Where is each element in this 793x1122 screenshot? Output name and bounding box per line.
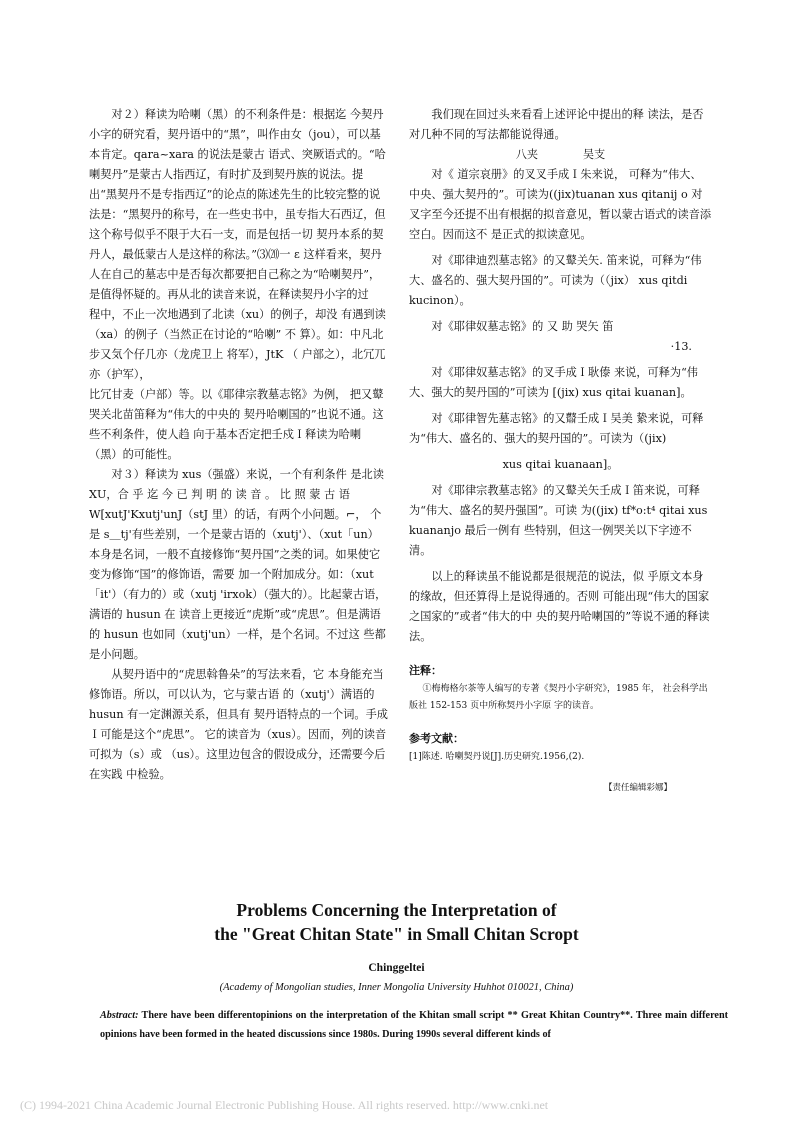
page-number: ·13. [670, 340, 692, 353]
notes-heading: 注释： [409, 664, 442, 677]
paragraph: 以上的释读虽不能说都是很规范的说法，似 乎原文本身的缘故，但还算得上是说得通的。否则 可能出现“伟大的国家之国家的”或者“伟大的中 央的契丹哈喇国的”等说不通的释读法。 [409, 570, 710, 643]
note-item: ①梅梅格尔茶等人编写的专著《契丹小字研究》，1985 年， 社会科学出版社 152-153 页中所称契丹小字原 字的读音。 [409, 684, 708, 711]
glyph-gloss: 八夹 吴支 [515, 148, 606, 161]
abstract-label: Abstract: [100, 1010, 139, 1021]
paragraph: 对《耶律智先墓志铭》的又鼘壬成Ｉ吴美 絷来说，可释为“伟大、盛名的、强大的契丹国的”。可读为（(jix) [409, 412, 704, 445]
paragraph: 对《耶律奴墓志铭》的 又 助 哭矢 笛 [431, 320, 614, 333]
right-column [409, 105, 712, 798]
paragraph: 对２）释读为哈喇（黑）的不利条件是：根据迄 今契丹小字的研究看，契丹语中的“黑”，叫作由女（jou），可以基本肯定。qara~xara 的说法是蒙古 语式、突厥语式的。“哈喇契丹”是蒙古人指西辽，有时扩及到契丹族的说法。提出“黑契丹不是专指西辽”的论点的陈述先生的比较完整的说法是：“黑契丹的称号，在一些史书中，虽专指大石西辽，但这个称号似乎不限于大石一支，而是包括一切 契丹本系的契丹人，最低蒙古人是这样的称法。”⑶⒇一 ε 这样看来，契丹人在自己的墓志中是否每次都要把自己称之为“哈喇契丹”，是值得怀疑的。再从北的读音来说，在释读契丹小字的过 [89, 108, 386, 301]
paragraph: 对《耶律宗教墓志铭》的又鼙关矢壬成Ｉ笛来说，可释为“伟大、盛名的契丹强国”。可读 为((jix) tf*o:t⁴ qitai xus kuananjo 最后一例有 些特别，但这一例哭关以下字迹不清。 [409, 484, 708, 557]
english-title-line-1: Problems Concerning the Interpretation of [236, 900, 557, 920]
paragraph: 对《 道宗哀册》的叉叉手成Ｉ朱来说， 可释为“伟大、中央、强大契丹的”。可读为((jix)tuanan xus qitanij o 对叉字至今还提不出有根据的拟音意见，暂以蒙古语式的读音添空白。因而这不 是正式的拟读意见。 [409, 168, 712, 241]
reference-item: [1]陈述. 哈喇契丹说[J].历史研究.1956,(2). [409, 752, 585, 762]
english-title [0, 898, 793, 946]
responsible-editor: 【责任编辑彩娜】 [603, 783, 672, 793]
english-title-line-2: the "Great Chitan State" in Small Chitan Scropt [214, 924, 579, 944]
paragraph: 从契丹语中的“虎思斡鲁朵”的写法来看，它 本身能充当修饰语。所以，可以认为，它与蒙古语 的（xutj'）满语的 husun 有一定渊源关系，但具有 契丹语特点的一个词。手成Ｉ可能是这个“虎思”。 它的读音为（xus）。因而，列的读音可拟为（s）或 （us）。这里边包含的假设成分，还需要今后在实践 中检验。 [89, 668, 388, 781]
paragraph: 对《耶律奴墓志铭》的叉手成Ｉ耿傣 来说，可释为“伟大、强大的契丹国的”可读为 [(jix) xus qitai kuanan]。 [409, 366, 698, 399]
paragraph: 比冗甘麦（户部）等。以《耶律宗教墓志铭》为例， 把又鼙哭关北苗笛释为“伟大的中央的 契丹哈喇国的”也说不通。这些不利条件，使人趋 向于基本否定把壬戍Ｉ释读为哈喇（黑）的可能性。 [89, 388, 384, 461]
paragraph-continuation: xus qitai kuanaan]。 [502, 458, 619, 471]
abstract [100, 1006, 728, 1044]
abstract-text: There have been differentopinions on the interpretation of the Khitan small script ** Great Khitan Country**. Three main different opinions have been formed in the heated discussions since 1980s. During 1990s several different kinds of [100, 1010, 728, 1040]
references-heading: 参考文献： [409, 732, 464, 745]
paragraph: 程中，不止一次地遇到了北读（xu）的例子，却没 有遇到读（xa）的例子（当然正在讨论的“哈喇” 不 算）。如：中凡北 步又気个仔几亦（龙虎卫上 将军），JtK （ 户部之），北冗兀亦（护军）， [89, 308, 386, 381]
paragraph: 对《耶律迪烈墓志铭》的又鼙关矢. 笛来说，可释为“伟大、盛名的、强大契丹国的”。可读为（（jix） xus qitdi kucinon）。 [409, 254, 702, 307]
copyright-footer: (C) 1994-2021 China Academic Journal Electronic Publishing House. All rights reserved. http://www.cnki.net [20, 1098, 549, 1112]
author-name: Chinggeltei [368, 962, 425, 974]
author-affiliation: (Academy of Mongolian studies, Inner Mongolia University Huhhot 010021, China) [219, 982, 574, 993]
paragraph: 对３）释读为 xus（强盛）来说，一个有利条件 是北读 XU，合 乎 迄 今 已 判 明 的 读 音 。 比 照 蒙 古 语 W[xutJ'Kxutj'unJ（stJ 里）的话，有两个小问题。⌐， 个是 s＿tj'有些差别，一个是蒙古语的（xutj'）、（xut「un）本身是名词，一般不直接修饰“契丹国”之类的词。如果使它变为修饰“国”的修饰语，需要 加一个附加成分。如：（xut「it'）（有力的）或（xutj 'irxok）（强大的）。比起蒙古语，满语的 husun 在 读音上更接近“虎斯”或“虎思”。但是满语的 husun 也如同（xutj'un）一样，是个名词。不过这 些都是小问题。 [89, 468, 387, 661]
left-column [89, 105, 389, 785]
paragraph: 我们现在回过头来看看上述评论中提出的释 读法，是否对几种不同的写法都能说得通。 [409, 108, 704, 141]
